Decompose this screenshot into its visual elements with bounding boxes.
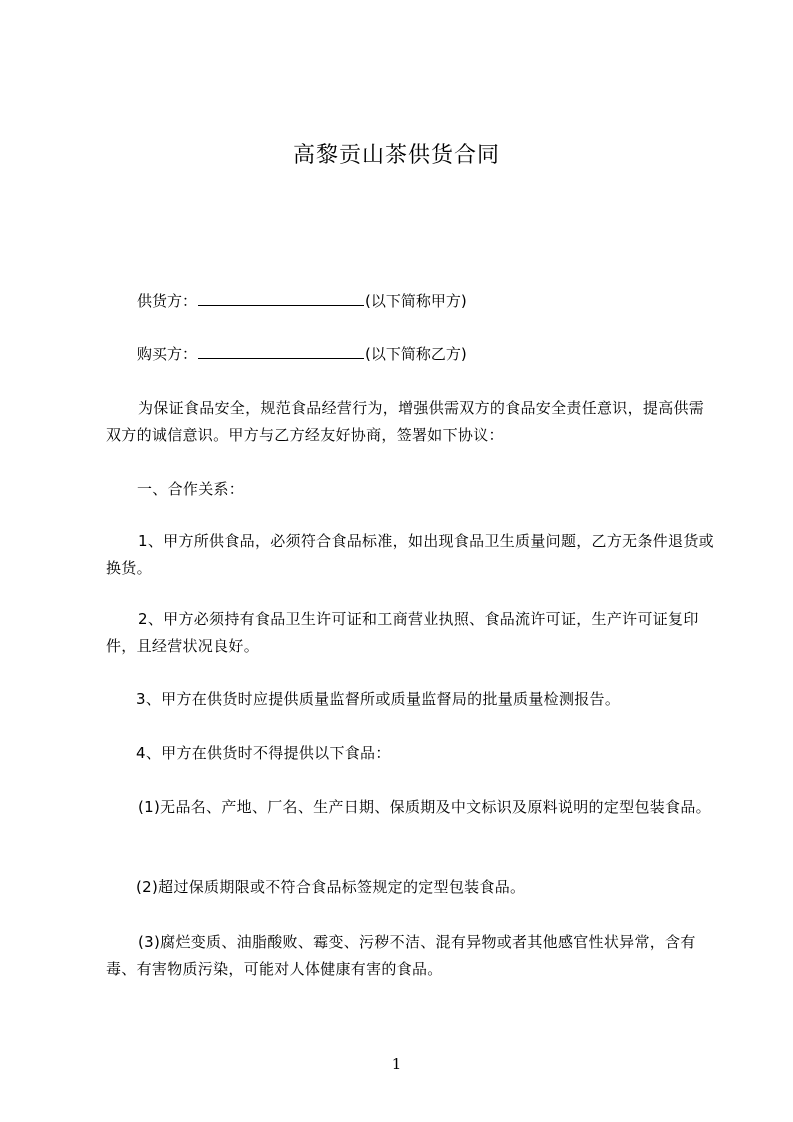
buyer-label: 购买方：: [137, 345, 198, 363]
buyer-line: [137, 341, 467, 368]
supplier-line: [137, 288, 467, 315]
item-1: (1)无品名、产地、厂名、生产日期、保质期及中文标识及原料说明的定型包装食品。: [138, 798, 711, 816]
buyer-suffix: (以下简称乙方): [365, 345, 467, 363]
clause-1: 1、甲方所供食品，必须符合食品标准，如出现食品卫生质量问题，乙方无条件退货或换货。: [106, 532, 714, 577]
supplier-suffix: (以下简称甲方): [365, 292, 467, 310]
clause-2: 2、甲方必须持有食品卫生许可证和工商营业执照、食品流许可证，生产许可证复印件，且经营状况良好。: [106, 610, 699, 655]
section-heading: 一、合作关系：: [137, 480, 245, 498]
document-title: 高黎贡山茶供货合同: [292, 143, 500, 168]
clause-4: 4、甲方在供货时不得提供以下食品：: [136, 744, 391, 762]
clause-3: 3、甲方在供货时应提供质量监督所或质量监督局的批量质量检测报告。: [136, 690, 621, 708]
page-number: 1: [391, 1055, 402, 1073]
supplier-label: 供货方：: [137, 292, 198, 310]
buyer-blank[interactable]: [198, 344, 364, 359]
intro-paragraph: 为保证食品安全，规范食品经营行为，增强供需双方的食品安全责任意识，提高供需双方的诚信意识。甲方与乙方经友好协商，签署如下协议：: [106, 399, 705, 444]
item-3: (3)腐烂变质、油脂酸败、霉变、污秽不洁、混有异物或者其他感官性状异常，含有毒、有害物质污染，可能对人体健康有害的食品。: [106, 933, 696, 978]
supplier-blank[interactable]: [198, 291, 364, 306]
item-2: (2)超过保质期限或不符合食品标签规定的定型包装食品。: [136, 878, 526, 896]
